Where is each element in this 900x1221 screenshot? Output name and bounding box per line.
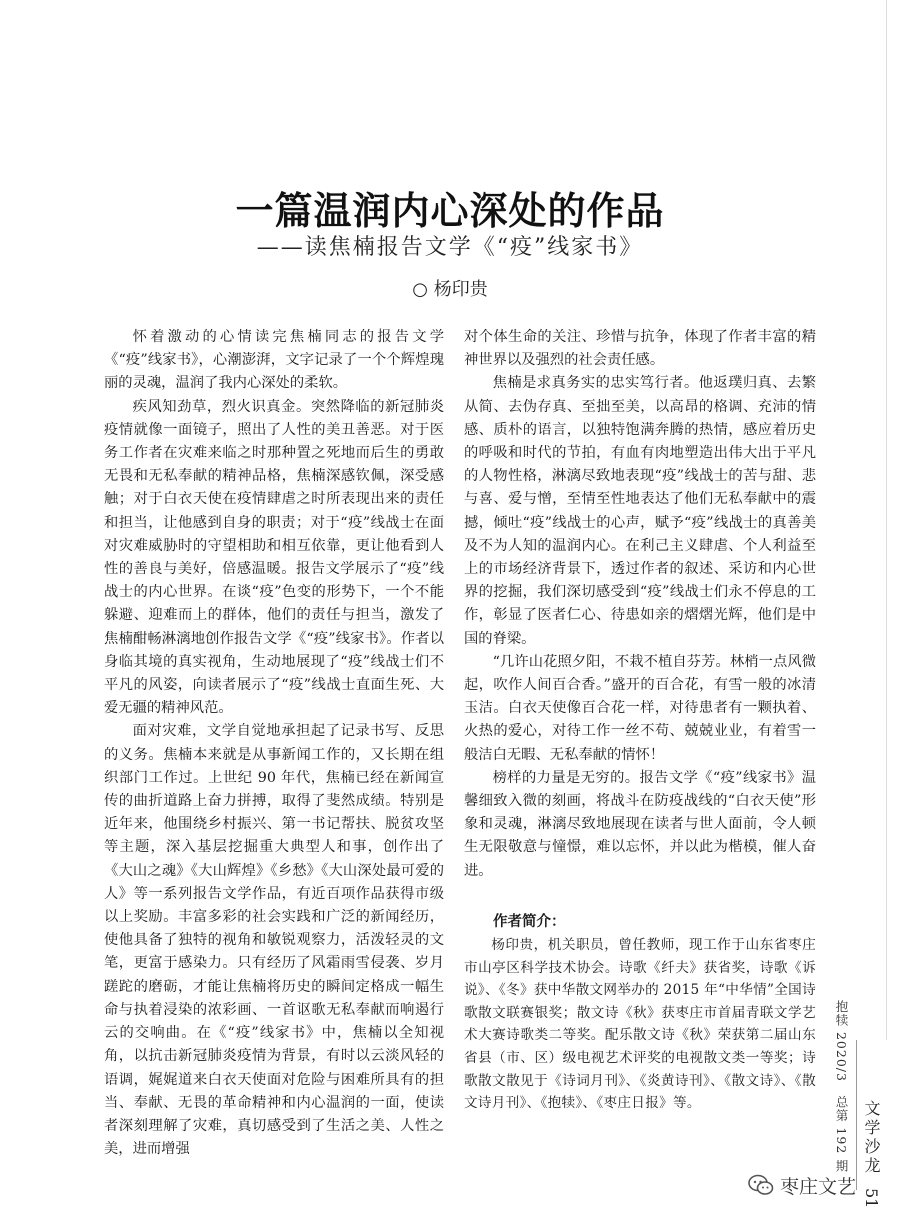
watermark-label: 枣庄文艺 [780,1175,857,1198]
article-byline: ○ 杨印贵 [412,279,488,300]
paragraph: 疾风知劲草，烈火识真金。突然降临的新冠肺炎疫情就像一面镜子，照出了人性的美丑善恶。对于医务工作者在灾难来临之时那种置之死地而后生的勇敢无畏和无私奉献的精神品格，焦楠深感钦佩，深受感触；对于白衣天使在疫情肆虐之时所表现出来的责任和担当，让他感到自身的职责；对于“疫”线战士在面对灾难威胁时的守望相助和相互依靠，更让他看到人性的善良与美好，倍感温暖。报告文学展示了“疫”线战士的内心世界。在谈“疫”色变的形势下，一个不能躲避、迎难而上的群体，他们的责任与担当，激发了焦楠酣畅淋漓地创作报告文学《“疫”线家书》。作者以身临其境的真实视角，生动地展现了“疫”线战士们不平凡的风姿，向读者展示了“疫”线战士直面生死、大爱无疆的精神风范。 [104,398,444,717]
author-intro-heading: 作者简介： [493,913,566,930]
paragraph: 怀着激动的心情读完焦楠同志的报告文学《“疫”线家书》，心潮澎湃，文字记录了一个个辉煌瑰丽的灵魂，温润了我内心深处的柔软。 [104,329,444,392]
paragraph: 对个体生命的关注、珍惜与抗争，体现了作者丰富的精神世界以及强烈的社会责任感。 [464,329,816,369]
author-intro-text: 杨印贵，机关职员，曾任教师，现工作于山东省枣庄市山亭区科学技术协会。诗歌《纤夫》获省奖，诗歌《诉说》、《冬》获中华散文网举办的 2015 年“中华情”全国诗歌散文联赛银奖；散文诗《秋》获枣庄市首届青联文学艺术大赛诗歌类二等奖。配乐散文诗《秋》荣获第二届山东省县（市、区）级电视艺术评奖的电视散文类一等奖；诗歌散文散见于《诗词月刊》、《炎黄诗刊》、《散文诗》、《散文诗月刊》、《抱犊》、《枣庄日报》等。 [464,937,816,1112]
wechat-icon [748,1174,774,1196]
left-column [104,326,444,1161]
page-edge-line [886,0,887,1040]
paragraph: 焦楠是求真务实的忠实笃行者。他返璞归真、去繁从简、去伪存真、至拙至美，以高昂的格调、充沛的情感、质朴的语言，以独特饱满奔腾的热情，感应着历史的呼吸和时代的节拍，有血有肉地塑造出伟大出于平凡的人物性格，淋漓尽致地表现“疫”线战士的苦与甜、悲与喜、爱与憎，至情至性地表达了他们无私奉献中的震撼，倾吐“疫”线战士的心声，赋予“疫”线战士的真善美及不为人知的温润内心。在利己主义肆虐、个人利益至上的市场经济背景下，透过作者的叙述、采访和内心世界的挖掘，我们深切感受到“疫”线战士们永不停息的工作，彰显了医者仁心、待患如亲的熠熠光辉，他们是中国的脊梁。 [464,375,816,647]
paragraph: 面对灾难，文学自觉地承担起了记录书写、反思的义务。焦楠本来就是从事新闻工作的，又长期在组织部门工作过。上世纪 90 年代，焦楠已经在新闻宣传的曲折道路上奋力拼搏，取得了斐然成绩。特别是近年来，他围绕乡村振兴、第一书记帮扶、脱贫攻坚等主题，深入基层挖掘重大典型人和事，创作出了《大山之魂》《大山辉煌》《乡愁》《大山深处最可爱的人》等一系列报告文学作品，有近百项作品获得市级以上奖励。丰富多彩的社会实践和广泛的新闻经历，使他具备了独特的视角和敏锐观察力，活泼轻灵的文笔，更富于感染力。只有经历了风霜雨雪侵袭、岁月蹉跎的磨砺，才能让焦楠将历史的瞬间定格成一幅生命与执着浸染的浓彩画、一首讴歌无私奉献而响遏行云的交响曲。在《“疫”线家书》中，焦楠以全知视角，以抗击新冠肺炎疫情为背景，有时以云淡风轻的语调，娓娓道来白衣天使面对危险与困难所具有的担当、奉献、无畏的革命精神和内心温润的一面，使读者深刻理解了灾难，真切感受到了生活之美、人性之美，进而增强 [104,723,444,1158]
article-title: 一篇温润内心深处的作品 [235,189,665,233]
right-column [464,326,816,1115]
article-subtitle: ——读焦楠报告文学《“疫”线家书》 [256,235,644,260]
paragraph: 榜样的力量是无穷的。报告文学《“疫”线家书》温馨细致入微的刻画，将战斗在防疫战线的“白衣天使”形象和灵魂，淋漓尽致地展现在读者与世人面前，令人顿生无限敬意与憧憬，难以忘怀，并以此为楷模，催人奋进。 [464,769,816,879]
wechat-watermark [748,1170,856,1200]
paragraph: “几许山花照夕阳，不栽不植自芬芳。林梢一点风微起，吹作人间百合香。”盛开的百合花，有雪一般的冰清玉洁。白衣天使像百合花一样，对待患者有一颗执着、火热的爱心，对待工作一丝不苟、兢兢业业，有着雪一般洁白无暇、无私奉献的情怀！ [464,653,816,763]
page-number: 51 [862,1188,881,1209]
section-label: 文学沙龙 [862,1100,881,1176]
magazine-issue-label: 抱犊 2020/3 总第 192 期 [834,1000,849,1173]
